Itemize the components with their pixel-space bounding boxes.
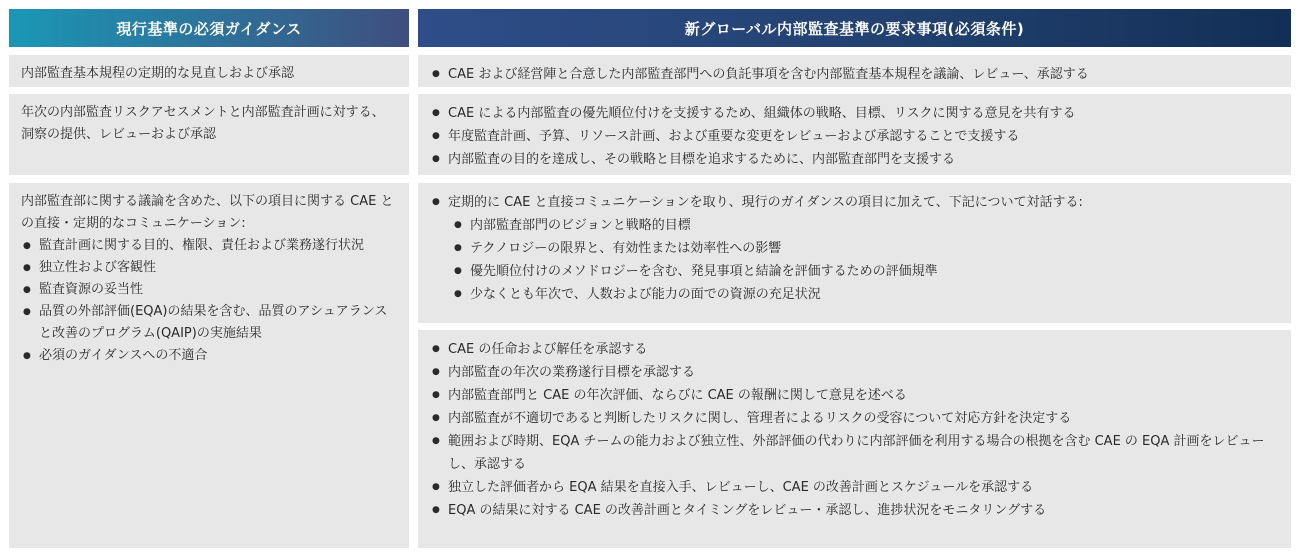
row3-left-cell [9,183,409,548]
row2-right-list [430,102,1279,171]
list-item: ● 範囲および時期、EQA チームの能力および独立性、外部評価の代わりに内部評価を利用する場合の根拠を含む CAE の EQA 計画をレビューし、承認する [430,430,1279,476]
header-current-guidance [9,9,409,47]
list-item: ● 年度監査計画、予算、リソース計画、および重要な変更をレビューおよび承認することで支援する [430,125,1279,148]
list-item: ● 独立した評価者から EQA 結果を直接入手、レビューし、CAE の改善計画とスケジュールを承認する [430,476,1279,499]
row1-left-cell [9,55,409,87]
list-item: ● 独立性および客観性 [21,257,397,279]
list-item: ● 内部監査の年次の業務遂行目標を承認する [430,361,1279,384]
sub-list-item: ● 内部監査部門のビジョンと戦略的目標 [452,214,1279,237]
row2-right-cell [418,94,1291,175]
list-item: ● 監査資源の妥当性 [21,279,397,301]
row3-right-sublist [430,214,1279,306]
sub-list-item: ● テクノロジーの限界と、有効性または効率性への影響 [452,237,1279,260]
row3-left-list [21,235,397,367]
list-item: ● 内部監査の目的を達成し、その戦略と目標を追求するために、内部監査部門を支援する [430,148,1279,171]
header-new-standards [418,9,1291,47]
list-item: ● 定期的に CAE と直接コミュニケーションを取り、現行のガイダンスの項目に加えて、下記について対話する: [430,191,1279,214]
row1-left-text: 内部監査基本規程の定期的な見直しおよび承認 [21,66,295,81]
list-item: ● 内部監査が不適切であると判断したリスクに関し、管理者によるリスクの受容について対応方針を決定する [430,407,1279,430]
row1-right-cell [418,55,1291,87]
list-item: ● CAE による内部監査の優先順位付けを支援するため、組織体の戦略、目標、リスクに関する意見を共有する [430,102,1279,125]
sub-list-item: ● 少なくとも年次で、人数および能力の面での資源の充足状況 [452,283,1279,306]
header-right-label: 新グローバル内部監査基準の要求事項(必須条件) [684,19,1025,38]
row3-right-list1 [430,191,1279,214]
row3-right-list2 [430,338,1279,522]
list-item: ● 品質の外部評価(EQA)の結果を含む、品質のアシュアランスと改善のプログラム(QAIP)の実施結果 [21,301,397,345]
list-item: ● CAE の任命および解任を承認する [430,338,1279,361]
row2-left-cell [9,94,409,175]
list-item: ● 必須のガイダンスへの不適合 [21,345,397,367]
row3-right-block1 [418,183,1291,323]
sub-list-item: ● 優先順位付けのメソドロジーを含む、発見事項と結論を評価するための評価規準 [452,260,1279,283]
row2-left-text: 年次の内部監査リスクアセスメントと内部監査計画に対する、洞察の提供、レビューおよび承認 [21,105,385,142]
row3-left-text: 内部監査部に関する議論を含めた、以下の項目に関する CAE との直接・定期的なコミュニケーション: [21,194,394,231]
list-item: ● EQA の結果に対する CAE の改善計画とタイミングをレビュー・承認し、進捗状況をモニタリングする [430,499,1279,522]
list-item: ● 監査計画に関する目的、権限、責任および業務遂行状況 [21,235,397,257]
list-item: ● 内部監査部門と CAE の年次評価、ならびに CAE の報酬に関して意見を述べる [430,384,1279,407]
row1-right-list [430,63,1279,86]
list-item: ● CAE および経営陣と合意した内部監査部門への負託事項を含む内部監査基本規程を議論、レビュー、承認する [430,63,1279,86]
row3-right-block2 [418,330,1291,548]
header-left-label: 現行基準の必須ガイダンス [116,19,302,38]
